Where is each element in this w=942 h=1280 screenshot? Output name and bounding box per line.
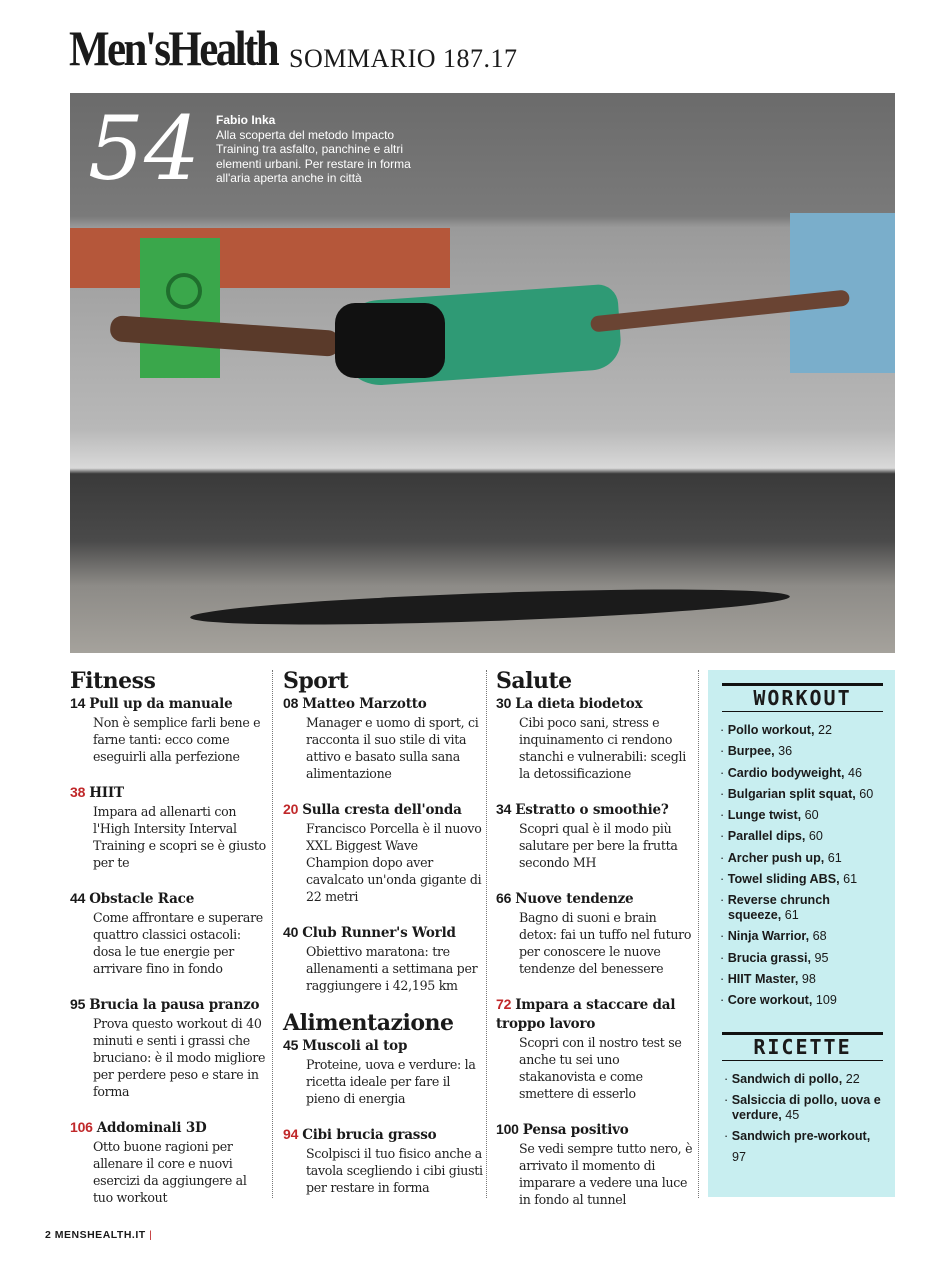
toc-entry [70,889,270,977]
item-page: 109 [815,993,837,1008]
item-page: 61 [843,872,858,887]
entry-title-line [70,783,270,803]
page-number: 106 [70,1119,93,1135]
entry-description: Impara ad allenarti con l'High Intersity Interval Training e scopri se è giusto per te [93,804,266,870]
athlete-shorts [335,303,445,378]
entry-description: Manager e uomo di sport, ci racconta il suo stile di vita attivo e basato sulla sana alimentazione [306,715,479,781]
item-name: Bulgarian split squat, [727,786,856,801]
toc-entry [496,694,696,782]
list-item: · Bulgarian split squat, 60 [720,786,874,801]
entry-description: Cibi poco sani, stress e inquinamento ci rendono stanchi e vulnerabili: scegli la detossificazione [519,715,686,781]
list-item: · Parallel dips, 60 [720,829,823,844]
list-item: · Salsiccia di pollo, uova e verdure, 45 [724,1092,881,1122]
toc-entry [70,783,270,871]
toc-entry [70,694,270,765]
item-name: Sandwich pre-workout, [731,1128,871,1143]
entry-title: Pull up da manuale [89,696,233,712]
item-page: 61 [784,908,799,923]
entry-title: Addominali 3D [96,1120,207,1136]
item-page: 60 [804,808,819,823]
item-page: 45 [785,1107,800,1122]
page-number: 45 [283,1037,299,1053]
entry-title-line [283,800,483,820]
entry-title-line [283,1125,483,1145]
entry-description: Scopri con il nostro test se anche tu sei uno stakanovista e come smettere di esserlo [519,1035,682,1101]
page-title: SOMMARIO 187.17 [289,44,518,73]
item-page: 97 [732,1150,747,1165]
toc-entry [283,800,483,905]
entry-title-line [70,694,270,714]
item-page: 95 [814,950,829,965]
list-item: · Sandwich di pollo, 22 [724,1071,860,1086]
list-item: · Reverse chrunch squeeze, 61 [720,893,830,923]
page-number: 14 [70,695,86,711]
entry-title-line [283,923,483,943]
ricette-heading: RICETTE [722,1032,883,1061]
entry-description: Otto buone ragioni per allenare il core e nuovi esercizi da aggiungere al tuo workout [93,1139,247,1205]
toc-entry [283,923,483,994]
toc-entry [283,694,483,782]
entry-title: Brucia la pausa pranzo [89,997,260,1013]
column-divider [698,670,699,1198]
workout-list [720,720,883,1012]
entry-title-line [70,995,270,1015]
entry-title: Sulla cresta dell'onda [302,802,462,818]
sidebar-box [708,670,895,1197]
page-number: 44 [70,890,86,906]
item-name: Parallel dips, [727,829,806,844]
entry-description: Come affrontare e superare quattro classici ostacoli: dosa le tue energie per arrivare fino in fondo [93,910,263,976]
item-name: Lunge twist, [727,808,802,823]
list-item: · Cardio bodyweight, 46 [720,765,863,780]
entry-title-line [496,1120,696,1140]
item-page: 61 [827,850,842,865]
list-item: · Ninja Warrior, 68 [720,929,827,944]
item-page: 22 [845,1071,860,1086]
item-name: Salsiccia di pollo, uova e verdure, [731,1092,881,1122]
list-item: · Sandwich pre-workout, 97 [724,1128,871,1165]
section-heading: Fitness [70,668,156,694]
entry-title: Matteo Marzotto [302,696,427,712]
toc-entry [496,800,696,871]
list-item: · Archer push up, 61 [720,850,842,865]
item-name: Sandwich di pollo, [731,1071,843,1086]
entry-title: Cibi brucia grasso [302,1127,437,1143]
item-name: Pollo workout, [727,723,815,737]
section-heading: Sport [283,668,349,694]
page-number: 66 [496,890,512,906]
entry-title-line [496,800,696,820]
list-item: · Pollo workout, 22 [720,723,832,737]
page-number: 34 [496,801,512,817]
item-page: 46 [848,765,863,780]
footer [45,1229,152,1241]
page-number: 94 [283,1126,299,1142]
item-page: 98 [801,971,816,986]
item-name: Archer push up, [727,850,825,865]
item-page: 60 [859,786,874,801]
item-name: Towel sliding ABS, [727,872,840,887]
toc-entry [70,1118,270,1206]
entry-description: Non è semplice farli bene e farne tanti: ecco come eseguirli alla perfezione [93,715,261,764]
page-number: 08 [283,695,299,711]
hero-caption [216,113,416,186]
entry-title: Impara a staccare dal troppo lavoro [496,997,676,1032]
item-page: 68 [812,929,827,944]
item-name: Burpee, [727,744,775,759]
athlete-shadow [190,583,791,632]
footer-site: MENSHEALTH.IT [54,1229,146,1241]
page-number: 30 [496,695,512,711]
section-sport [283,668,483,1214]
toc-entry [283,1036,483,1107]
entry-title: Obstacle Race [89,891,195,907]
entry-title-line [496,694,696,714]
toc-entry [496,995,696,1102]
entry-title: HIIT [89,785,124,801]
footer-bar: | [149,1229,153,1241]
entry-description: Prova questo workout di 40 minuti e senti i grassi che bruciano: è il modo migliore per perdere peso e stare in forma [93,1016,266,1099]
entry-description: Se vedi sempre tutto nero, è arrivato il momento di imparare a vedere una luce in fondo al tunnel [519,1141,693,1207]
column-divider [272,670,273,1198]
entry-description: Bagno di suoni e brain detox: fai un tuffo nel futuro per conoscere le nuove tendenze del benessere [519,910,692,976]
item-name: Brucia grassi, [727,950,812,965]
alimentazione-block [283,1010,483,1196]
list-item: · Brucia grassi, 95 [720,950,829,965]
list-item: · Core workout, 109 [720,993,837,1008]
item-page: 36 [778,744,793,759]
entry-title: La dieta biodetox [515,696,643,712]
toc-entry [496,889,696,977]
magazine-logo: Men'sHealth [69,20,278,76]
list-item: · Towel sliding ABS, 61 [720,872,858,887]
column-divider [486,670,487,1198]
page-number: 72 [496,996,512,1012]
entry-title: Estratto o smoothie? [515,802,669,818]
play-icon [166,273,202,309]
item-name: Ninja Warrior, [727,929,810,944]
entry-title-line [70,889,270,909]
page-number: 40 [283,924,299,940]
hero-author: Fabio Inka [216,113,276,127]
entry-title-line [283,1036,483,1056]
entry-title-line [496,995,696,1034]
entry-description: Scolpisci il tuo fisico anche a tavola scegliendo i cibi giusti per restare in forma [306,1146,483,1195]
item-page: 60 [808,829,823,844]
section-salute [496,668,696,1226]
section-fitness [70,668,270,1224]
entry-title: Pensa positivo [522,1122,629,1138]
hero-page-number: 54 [88,97,200,200]
toc-entry [496,1120,696,1208]
page-number: 20 [283,801,299,817]
entry-description: Scopri qual è il modo più salutare per bere la frutta secondo MH [519,821,678,870]
list-item: · Burpee, 36 [720,744,793,759]
entry-title-line [70,1118,270,1138]
footer-page-number: 2 [45,1229,52,1241]
hero-photo [70,93,895,653]
entry-description: Francisco Porcella è il nuovo XXL Biggest Wave Champion dopo aver cavalcato un'onda gigante di 22 metri [306,821,482,904]
entry-title: Muscoli al top [302,1038,408,1054]
toc-entry [70,995,270,1100]
entry-title: Nuove tendenze [515,891,634,907]
section-heading: Alimentazione [283,1010,454,1036]
toc-entry [283,1125,483,1196]
item-name: Core workout, [727,993,813,1008]
list-item: · Lunge twist, 60 [720,808,819,823]
entry-description: Obiettivo maratona: tre allenamenti a settimana per raggiungere i 42,195 km [306,944,478,993]
page-number: 100 [496,1121,519,1137]
entry-title-line [283,694,483,714]
sport-block [283,668,483,994]
section-heading: Salute [496,668,572,694]
item-page: 22 [817,723,832,737]
page-number: 95 [70,996,86,1012]
entry-description: Proteine, uova e verdure: la ricetta ideale per fare il pieno di energia [306,1057,476,1106]
item-name: Reverse chrunch squeeze, [727,893,830,923]
list-item: · HIIT Master, 98 [720,971,816,986]
page-number: 38 [70,784,86,800]
brick-wall [70,228,450,288]
workout-heading: WORKOUT [722,683,883,712]
hero-text: Alla scoperta del metodo Impacto Training tra asfalto, panchine e altri elementi urbani. Per restare in forma all'aria aperta anche in città [216,127,411,185]
item-name: Cardio bodyweight, [727,765,845,780]
item-name: HIIT Master, [727,971,799,986]
ricette-list [720,1069,883,1169]
entry-title-line [496,889,696,909]
entry-title: Club Runner's World [302,925,456,941]
